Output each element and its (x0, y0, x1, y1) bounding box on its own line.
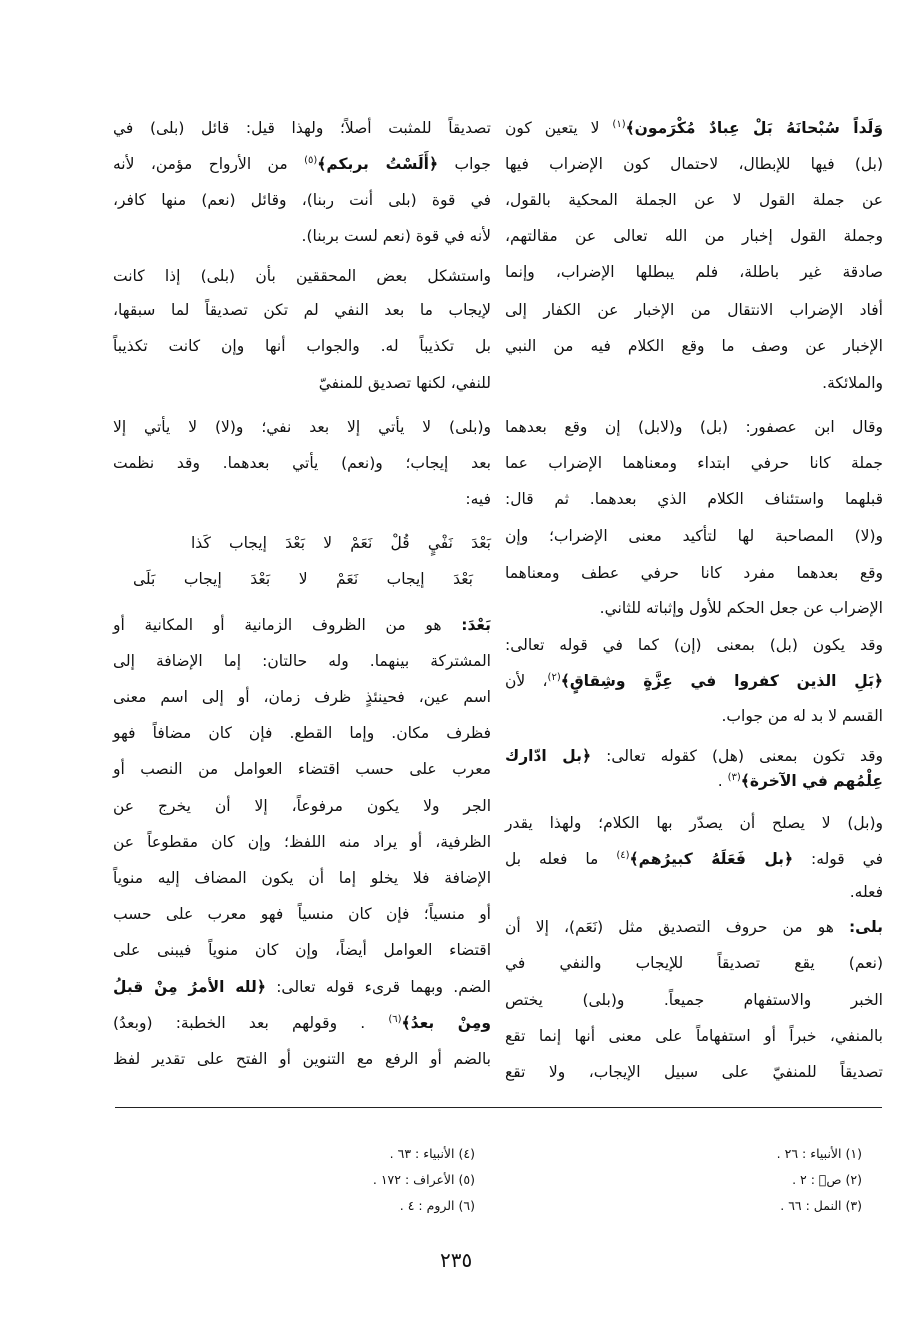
text-line: للنفي، لكنها تصديق للمنفيّ (318, 374, 491, 392)
text-line: معرب على حسب اقتضاء العوامل من النصب أو (113, 760, 491, 778)
text-line: اقتضاء العوامل أيضاً، وإن كان منوياً فيبنى على (113, 941, 491, 959)
footnote-marker: (٢) (547, 671, 561, 683)
text-segment: . (717, 772, 728, 790)
text-line: جملة كانا حرفي ابتداء ومعناهما الإضراب عما (505, 454, 883, 472)
quran-quote: ﴿أَلَسْتُ بربكم﴾ (317, 155, 439, 173)
quran-quote: ﴿بل فَعَلَهُ كبيرُهم﴾ (629, 850, 794, 868)
text-segment: . وقولهم بعد الخطبة: (وبعدُ) (113, 1014, 389, 1032)
footnote-4: (٤) الأنبياء : ٦٣ . (389, 1146, 475, 1161)
text-line: صادقة غير باطلة، فلم يبطلها الإضراب، وإنما (505, 263, 883, 281)
text-line: في قوة (بلى أنت ربنا)، وقائل (نعم) منها كافر، (113, 191, 491, 209)
text-line: اسم عين، فحينئذٍ ظرف زمان، أو إلى اسم معنى (113, 688, 491, 706)
text-line: وقال ابن عصفور: (بل) و(لابل) إن وقع بعدهما (505, 418, 883, 436)
footnote-divider (115, 1107, 882, 1108)
text-line: بعد إيجاب؛ و(نعم) يأتي بعدهما. وقد نظمت (113, 454, 491, 472)
page-number: ٢٣٥ (440, 1248, 473, 1272)
quran-quote: بَعْدَ: (461, 616, 491, 634)
text-line: و(بلى) لا يأتي إلا بعد نفي؛ و(لا) لا يأتي إلا (113, 418, 491, 436)
text-line: وجملة القول إخبار من الله تعالى عن مقالتهم، (505, 227, 883, 245)
text-line: (بل) فيها للإبطال، لاحتمال كون الإضراب فيها (505, 155, 883, 173)
text-line: الإضراب عن جعل الحكم للأول وإثباته للثاني. (599, 599, 883, 617)
text-line: عن جملة القول لا عن الجملة المحكية بالقول، (505, 191, 883, 209)
text-line: تصديقاً للمثبت أصلاً؛ ولهذا قيل: قائل (بلى) في (113, 119, 491, 137)
text-line (113, 972, 491, 1002)
text-line: الخبر والاستفهام جميعاً. و(بلى) يختص (505, 991, 883, 1009)
text-line: الإخبار عن وصف ما وقع الكلام فيه من النبي (505, 337, 883, 355)
text-line: قبلهما واستئناف الكلام الذي بعدهما. ثم قال: (505, 490, 883, 508)
text-line: وقع بعدهما مفرد كانا حرفي عطف ومعناهما (505, 564, 883, 582)
text-line: أو منسياً؛ فإن كان منسياً فهو معرب على حسب (113, 905, 491, 923)
quran-quote: بلى: (848, 918, 883, 936)
quran-quote: ﴿بَلِ الذين كفروا في عِزَّةٍ وشِقاقٍ﴾ (560, 672, 883, 690)
footnote-marker: (٦) (388, 1013, 402, 1025)
text-line: والملائكة. (822, 374, 883, 392)
quran-quote: عِلْمُهم في الآخرة﴾ (740, 772, 883, 790)
text-segment: هو من الظروف الزمانية أو المكانية أو (113, 616, 462, 634)
text-line: الظرفية، أو يراد منه اللفظ؛ وإن كان مقطوعاً عن (113, 833, 491, 851)
text-segment: من الأرواح مؤمن، لأنه (113, 155, 305, 173)
text-line: الإضافة فلا يخلو إما أن يكون المضاف إليه منوياً (113, 869, 491, 887)
text-line: القسم لا بد له من جواب. (721, 707, 883, 725)
quran-quote: ﴿لله الأمرُ مِنْ قبلُ (113, 978, 266, 996)
text-line: فيه: (465, 490, 491, 508)
text-line: فعله. (849, 883, 883, 901)
text-line: بالضم أو الرفع مع التنوين أو الفتح على تقدير لفظ (113, 1050, 491, 1068)
text-line: أفاد الإضراب الانتقال من الإخبار عن الكفار إلى (505, 301, 883, 319)
text-segment: ، لأن (505, 672, 548, 690)
text-line: لأنه في قوة (نعم لست بربنا). (301, 227, 491, 245)
footnote-6: (٦) الروم : ٤ . (399, 1198, 475, 1213)
text-segment: هو من حروف التصديق مثل (نَعَم)، إلا أن (505, 918, 849, 936)
text-line: (نعم) يقع تصديقاً للإيجاب والنفي في (505, 954, 883, 972)
text-segment: وقد تكون بمعنى (هل) كقوله تعالى: (591, 747, 883, 765)
text-segment: ما فعله بل (505, 850, 617, 868)
text-line: بالمنفي، خبراً أو استفهاماً على معنى أنها إنما تقع (505, 1027, 883, 1045)
text-line (113, 1008, 491, 1038)
quran-quote: وَلَداً سُبْحانَهُ بَلْ عِبادٌ مُكْرَمون﴾ (625, 119, 883, 137)
text-segment: الضم. وبهما قرىء قوله تعالى: (265, 978, 491, 996)
text-line: واستشكل بعض المحققين بأن (بلى) إذا كانت (113, 267, 491, 285)
verse-line: بَعْدَ نَفْيٍ قُلْ نَعَمْ لا بَعْدَ إيجاب كَذا (191, 534, 491, 552)
quran-quote: ومِنْ بعدُ﴾ (401, 1014, 491, 1032)
footnote-marker: (١) (612, 118, 626, 130)
text-segment: جواب (438, 155, 491, 173)
footnote-1: (١) الأنبياء : ٢٦ . (776, 1146, 862, 1161)
text-line: فظرف مكان. وإما القطع. فإن كان مضافاً فهو (113, 724, 491, 742)
footnote-3: (٣) النمل : ٦٦ . (780, 1198, 862, 1213)
footnote-marker: (٣) (727, 771, 741, 783)
text-line: لإيجاب ما بعد النفي لم تكن تصديقاً لما سبقها، (113, 301, 491, 319)
text-line (505, 666, 883, 696)
footnote-marker: (٥) (304, 154, 318, 166)
text-line: وقد يكون (بل) بمعنى (إن) كما في قوله تعالى: (505, 636, 883, 654)
text-line (113, 149, 491, 179)
text-line (505, 912, 883, 942)
verse-line: بَعْدَ إيجاب نَعَمْ لا بَعْدَ إيجاب بَلَى (133, 570, 473, 588)
text-line (505, 113, 883, 143)
text-segment: في قوله: (793, 850, 884, 868)
text-line: بل تكذيباً له. والجواب أنها وإن كانت تكذيباً (113, 337, 491, 355)
text-line: و(لا) المصاحبة لها لتأكيد معنى الإضراب؛ وإن (505, 527, 883, 545)
quran-quote: ﴿بل ادّارك (505, 747, 592, 765)
footnote-marker: (٤) (616, 849, 630, 861)
text-line: المشتركة بينهما. وله حالتان: إما الإضافة إلى (113, 652, 491, 670)
text-line (505, 844, 883, 874)
text-line: الجر ولا يكون مرفوعاً، إلا أن يخرج عن (113, 797, 491, 815)
text-line (505, 766, 883, 796)
footnote-2: (٢) صۤ : ٢ . (792, 1172, 862, 1187)
text-segment: لا يتعين كون (505, 119, 613, 137)
text-line: تصديقاً للمنفيّ على سبيل الإيجاب، ولا تقع (505, 1063, 883, 1081)
footnote-5: (٥) الأعراف : ١٧٢ . (372, 1172, 475, 1187)
text-line (113, 610, 491, 640)
text-line: و(بل) لا يصلح أن يصدّر بها الكلام؛ ولهذا يقدر (505, 814, 883, 832)
